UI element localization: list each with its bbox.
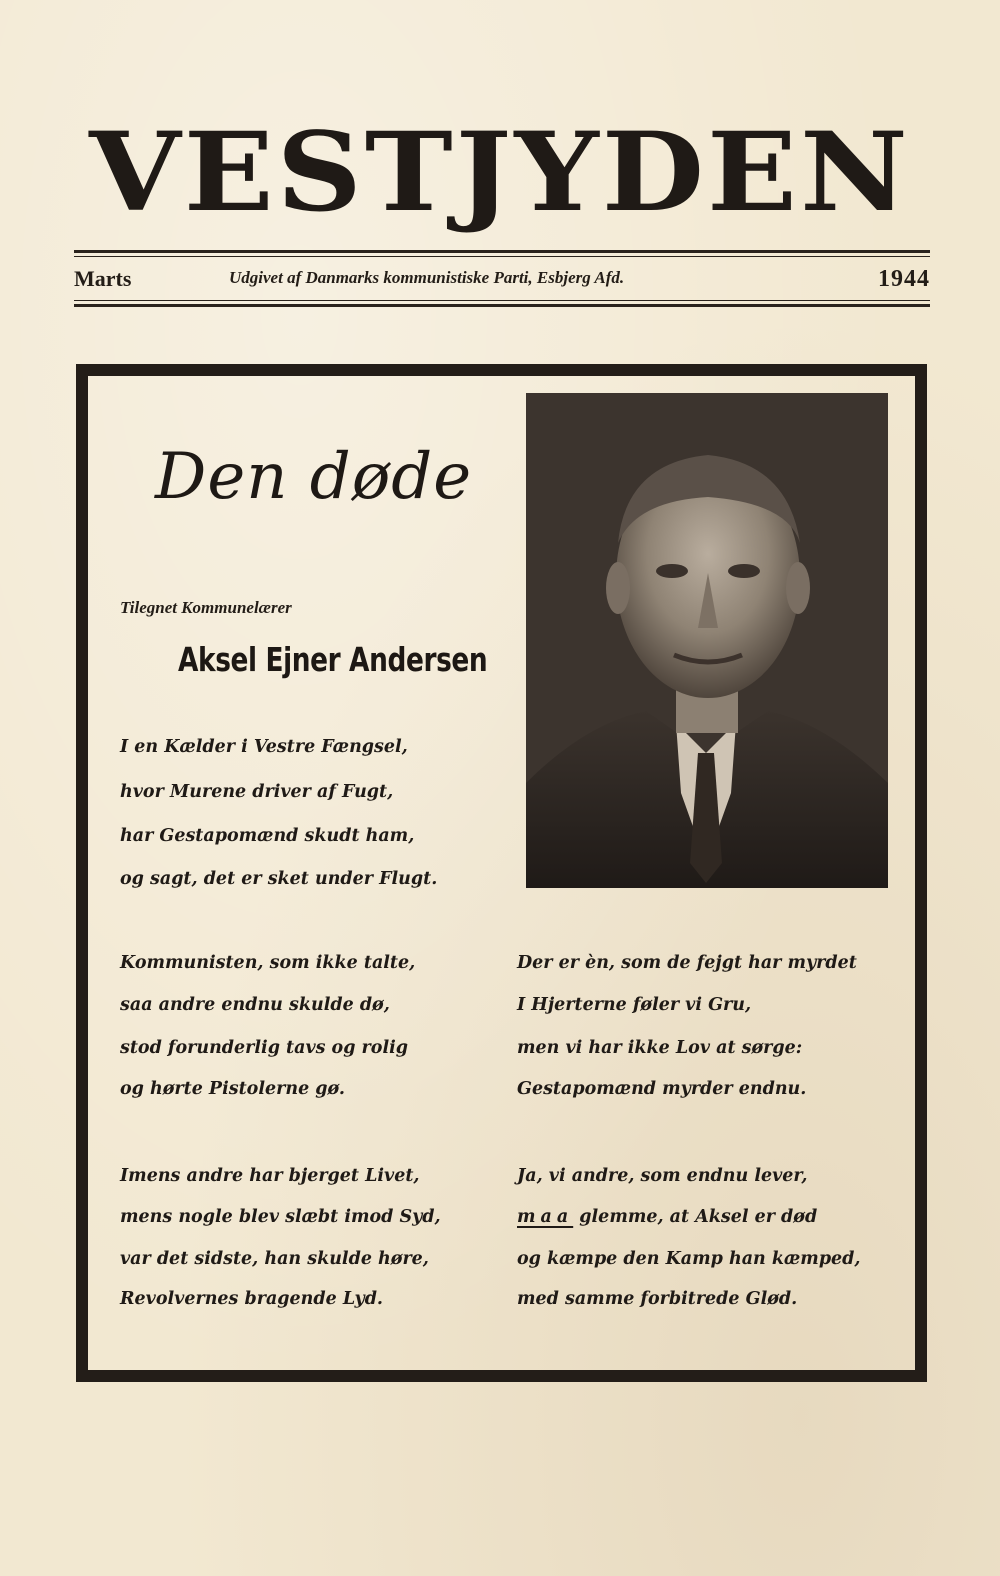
poem-line: I en Kælder i Vestre Fængsel,: [120, 737, 408, 757]
portrait-illustration: [526, 393, 888, 888]
dedication-line: Tilegnet Kommunelærer: [120, 598, 292, 617]
publisher-line: Udgivet af Danmarks kommunistiske Parti, Esbjerg Afd.: [229, 268, 625, 287]
poem-line: [517, 1207, 817, 1227]
poem-line: mens nogle blev slæbt imod Syd,: [120, 1207, 441, 1227]
poem-line: I Hjerterne føler vi Gru,: [517, 995, 752, 1015]
poem-line: Revolvernes bragende Lyd.: [120, 1289, 384, 1309]
poem-line: og hørte Pistolerne gø.: [120, 1079, 345, 1099]
issue-year: 1944: [878, 266, 930, 292]
dateline-rule-bottom: [74, 304, 930, 307]
portrait-photo: [526, 393, 888, 888]
poem-line-rest: glemme, at Aksel er død: [573, 1207, 818, 1227]
dateline-rule-thin: [74, 300, 930, 301]
dateline: [74, 266, 930, 300]
masthead-rule-top-thin: [74, 256, 930, 257]
poem-line: hvor Murene driver af Fugt,: [120, 782, 394, 802]
poem-line: Gestapomænd myrder endnu.: [517, 1079, 807, 1099]
poem-line: saa andre endnu skulde dø,: [120, 995, 390, 1015]
poem-line: Imens andre har bjerget Livet,: [120, 1166, 420, 1186]
emphasized-word: maa: [517, 1207, 574, 1227]
poem-line: og kæmpe den Kamp han kæmped,: [517, 1249, 861, 1269]
poem-line: var det sidste, han skulde høre,: [120, 1249, 429, 1269]
memorial-heading: Den døde: [155, 440, 473, 514]
poem-line: Ja, vi andre, som endnu lever,: [517, 1166, 808, 1186]
poem-line: med samme forbitrede Glød.: [517, 1289, 798, 1309]
poem-line: Kommunisten, som ikke talte,: [120, 953, 416, 973]
poem-line: stod forunderlig tavs og rolig: [120, 1038, 408, 1058]
newspaper-title: VESTJYDEN: [89, 107, 911, 236]
poem-line: men vi har ikke Lov at sørge:: [517, 1038, 803, 1058]
deceased-name: Aksel Ejner Andersen: [178, 640, 488, 679]
issue-month: Marts: [74, 266, 132, 291]
poem-line: og sagt, det er sket under Flugt.: [120, 869, 438, 889]
poem-line: Der er èn, som de fejgt har myrdet: [517, 953, 857, 973]
poem-line: har Gestapomænd skudt ham,: [120, 826, 415, 846]
masthead-rule-top: [74, 250, 930, 253]
